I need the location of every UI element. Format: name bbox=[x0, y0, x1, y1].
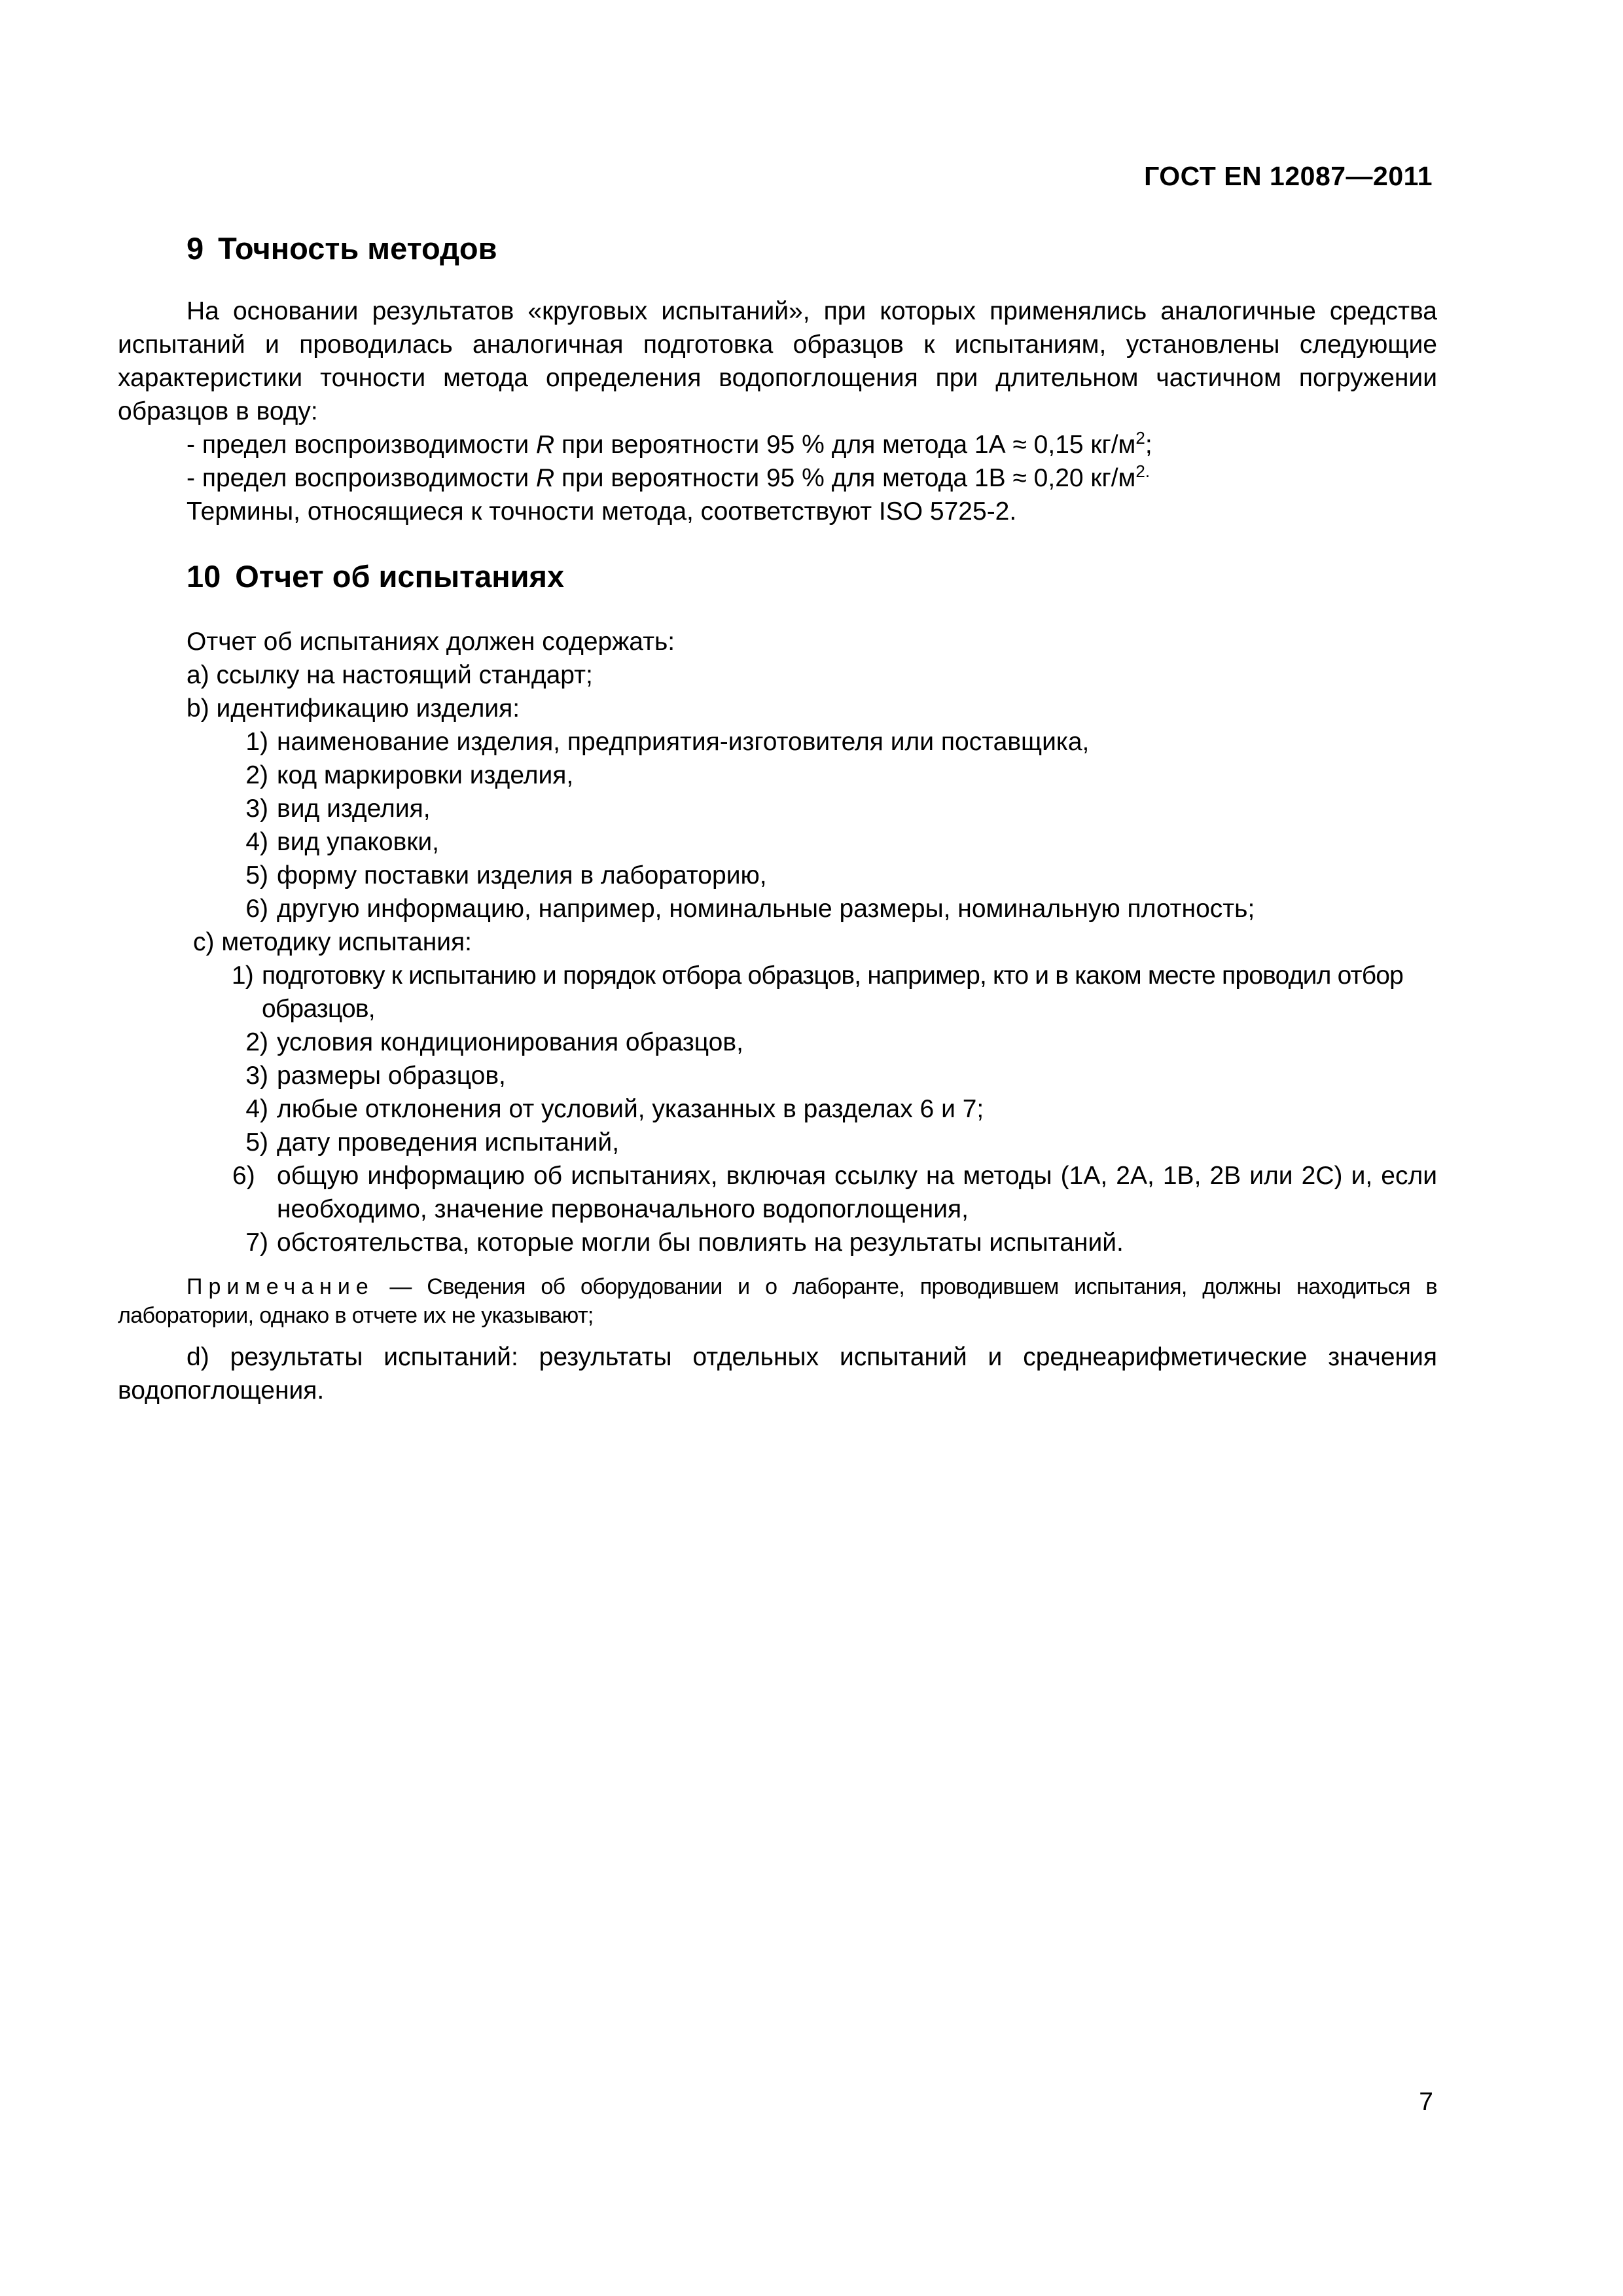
list-item-d bbox=[118, 1340, 1437, 1407]
document-code: ГОСТ EN 12087—2011 bbox=[1144, 161, 1433, 191]
list-item-text: условия кондиционирования образцов, bbox=[277, 1028, 743, 1056]
section-9-number: 9 bbox=[187, 231, 204, 266]
list-marker: 4) bbox=[245, 828, 268, 856]
list-item-b-2 bbox=[118, 759, 1437, 792]
list-item-text: вид упаковки, bbox=[277, 828, 439, 856]
list-marker: b) bbox=[187, 694, 209, 723]
list-item-text: идентификацию изделия: bbox=[216, 694, 520, 723]
list-marker: a) bbox=[187, 661, 209, 689]
list-marker: 3) bbox=[245, 1062, 268, 1090]
list-item-b-1 bbox=[118, 725, 1437, 759]
precision-item-1b bbox=[118, 461, 1437, 495]
list-marker: 4) bbox=[245, 1095, 268, 1123]
section-9-heading bbox=[187, 229, 1437, 268]
list-item-b-6 bbox=[118, 892, 1437, 925]
precision-item-sup: 2 bbox=[1135, 428, 1145, 448]
list-item-b bbox=[118, 692, 1437, 725]
note-label: Примечание bbox=[187, 1274, 374, 1299]
list-marker: 3) bbox=[245, 795, 268, 823]
list-marker: c) bbox=[193, 928, 215, 956]
section-9-title: Точность методов bbox=[218, 231, 497, 266]
list-item-c-6 bbox=[118, 1159, 1437, 1226]
list-item-a bbox=[118, 658, 1437, 692]
precision-item-text: при вероятности 95 % для метода 1А ≈ 0,15 кг/м bbox=[554, 431, 1136, 459]
precision-item-symbol: R bbox=[535, 464, 555, 492]
precision-item-sup: 2. bbox=[1135, 461, 1150, 481]
list-marker: 7) bbox=[245, 1229, 268, 1257]
list-item-text: общую информацию об испытаниях, включая ссылку на методы (1А, 2А, 1В, 2В или 2С) и, если необходимо, значение первоначального водопоглощения, bbox=[277, 1162, 1437, 1223]
list-item-text: любые отклонения от условий, указанных в разделах 6 и 7; bbox=[277, 1095, 984, 1123]
list-marker: 2) bbox=[245, 1028, 268, 1056]
section-9-terms: Термины, относящиеся к точности метода, соответствуют ISO 5725-2. bbox=[187, 497, 1017, 526]
precision-item-text: при вероятности 95 % для метода 1В ≈ 0,20 кг/м bbox=[554, 464, 1136, 492]
list-item-b-5 bbox=[118, 859, 1437, 892]
list-item-text: размеры образцов, bbox=[277, 1062, 506, 1090]
list-item-text: результаты испытаний: результаты отдельных испытаний и среднеарифметические значения водопоглощения. bbox=[118, 1343, 1437, 1405]
list-item-text: ссылку на настоящий стандарт; bbox=[216, 661, 593, 689]
section-10-number: 10 bbox=[187, 559, 221, 594]
list-marker: d) bbox=[187, 1343, 209, 1371]
list-marker: 2) bbox=[245, 761, 268, 789]
precision-item-tail: ; bbox=[1145, 431, 1152, 459]
list-item-text: дату проведения испытаний, bbox=[277, 1128, 620, 1157]
list-marker: 1) bbox=[245, 728, 268, 756]
section-10-lead: Отчет об испытаниях должен содержать: bbox=[187, 628, 675, 656]
list-item-text: другую информацию, например, номинальные размеры, номинальную плотность; bbox=[277, 895, 1255, 923]
list-item-text: вид изделия, bbox=[277, 795, 431, 823]
list-item-b-4 bbox=[118, 825, 1437, 859]
section-10-heading bbox=[187, 557, 1437, 596]
list-item-c-4 bbox=[118, 1092, 1437, 1126]
precision-item-symbol: R bbox=[535, 431, 555, 459]
list-item-text: подготовку к испытанию и порядок отбора образцов, например, кто и в каком месте проводил отбор образцов, bbox=[262, 961, 1404, 1023]
list-item-c-2 bbox=[118, 1026, 1437, 1059]
note-text: — Сведения об оборудовании и о лаборанте, проводившем испытания, должны находиться в лаборатории, однако в отчете их не указывают; bbox=[118, 1274, 1437, 1328]
note bbox=[118, 1272, 1437, 1330]
list-marker: 6) bbox=[232, 1162, 255, 1190]
list-item-c-5 bbox=[118, 1126, 1437, 1159]
list-item-c bbox=[118, 925, 1437, 959]
page-number: 7 bbox=[1419, 2088, 1433, 2116]
section-10-title: Отчет об испытаниях bbox=[235, 559, 565, 594]
list-marker: 5) bbox=[245, 861, 268, 889]
list-marker: 6) bbox=[245, 895, 268, 923]
list-item-c-7 bbox=[118, 1226, 1437, 1259]
precision-item-prefix: - предел воспроизводимости bbox=[187, 431, 536, 459]
section-9-intro: На основании результатов «круговых испытаний», при которых применялись аналогичные средства испытаний и проводилась аналогичная подготовка образцов к испытаниям, установлены следующие характеристики точности метода определения водопоглощения при длительном частичном погружении образцов в воду: bbox=[118, 297, 1437, 425]
list-item-c-3 bbox=[118, 1059, 1437, 1092]
list-item-text: наименование изделия, предприятия-изготовителя или поставщика, bbox=[277, 728, 1090, 756]
list-marker: 1) bbox=[231, 961, 253, 990]
list-item-text: код маркировки изделия, bbox=[277, 761, 574, 789]
list-item-b-3 bbox=[118, 792, 1437, 825]
precision-item-prefix: - предел воспроизводимости bbox=[187, 464, 536, 492]
list-item-text: форму поставки изделия в лабораторию, bbox=[277, 861, 767, 889]
list-item-text: методику испытания: bbox=[221, 928, 473, 956]
precision-item-1a bbox=[118, 428, 1437, 461]
list-marker: 5) bbox=[245, 1128, 268, 1157]
list-item-c-1 bbox=[118, 959, 1437, 1026]
list-item-text: обстоятельства, которые могли бы повлиять на результаты испытаний. bbox=[277, 1229, 1124, 1257]
document-body bbox=[118, 229, 1437, 1407]
